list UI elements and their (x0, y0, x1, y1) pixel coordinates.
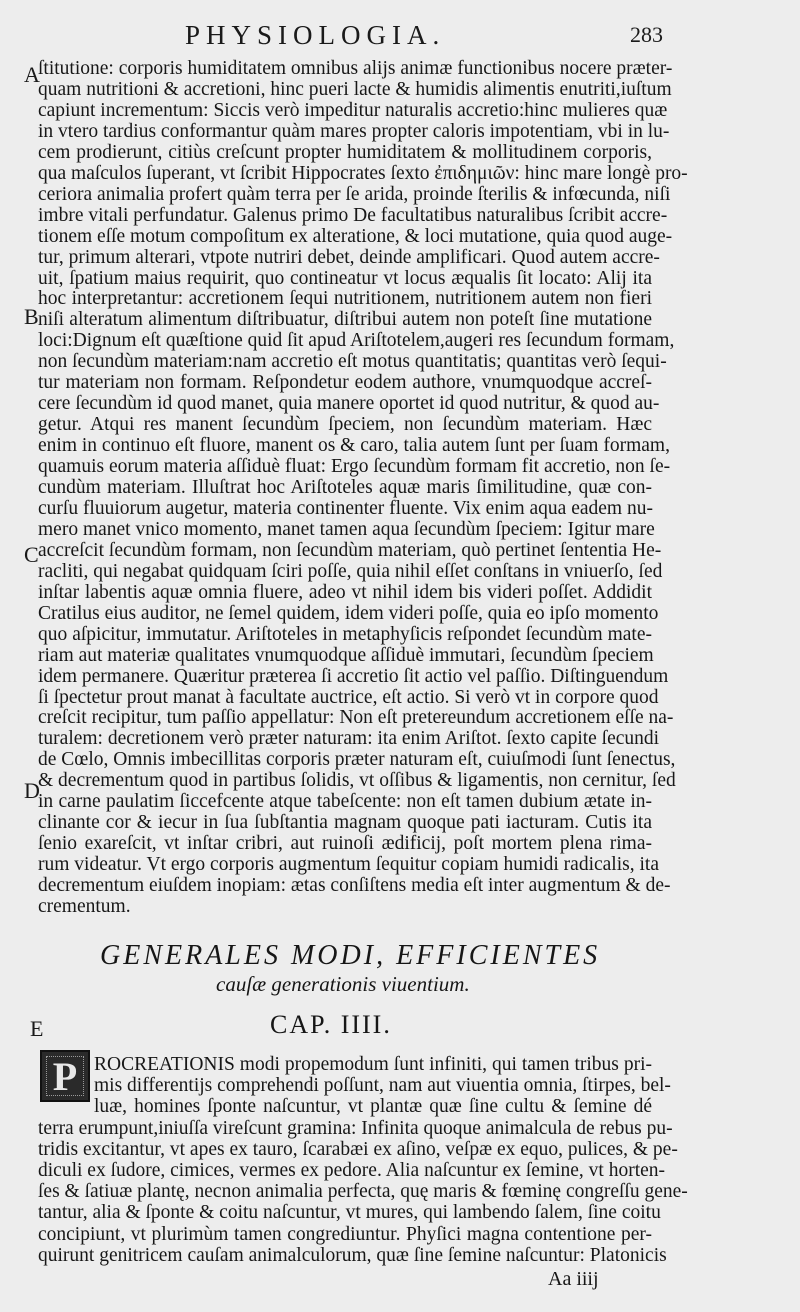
text-line: clinante cor & iecur in ſua ſubſtantia magnam quoque pati iacturam. Cutis ita (38, 812, 652, 834)
running-title: PHYSIOLOGIA. (185, 20, 446, 50)
margin-letter-c: C (24, 542, 39, 567)
text-line: tionem eſſe motum compoſitum ex alteratione, & loci mutatione, quia quod auge- (38, 225, 673, 247)
drop-cap-initial (40, 1050, 90, 1102)
text-line: qua maſculos ſuperant, vt ſcribit Hippocrates ſexto ἐπιδημιῶν: hinc mare longè pro- (38, 162, 688, 184)
text-line: ROCREATIONIS modi propemodum ſunt infiniti, qui tamen tribus pri- (94, 1054, 652, 1075)
text-line: in carne paulatim ſiccefcente atque tabeſcente: non eſt tamen dubium ætate in- (38, 791, 652, 813)
text-line: non ſecundùm materiam:nam accretio eſt motus quantitatis; quantitas verò ſequi- (38, 351, 667, 373)
signature-catchword: Aa iiij (548, 1268, 599, 1290)
text-line: inſtar labentis aquæ omnia fluere, adeo vt nihil idem bis videri poſſet. Addidit (38, 581, 652, 603)
text-line: decrementum eiuſdem inopiam: ætas conſiſtens media eſt inter augmentum & de- (38, 875, 671, 897)
text-line: quo aſpicitur, immutatur. Ariſtoteles in metaphyſicis reſpondet ſecundùm mate- (38, 623, 652, 645)
margin-letter-d: D (24, 778, 40, 803)
margin-letter-a: A (24, 62, 40, 87)
chapter-title: CAP. IIII. (270, 1010, 392, 1039)
text-line: imbre vitali perfundatur. Galenus primo De facultatibus naturalibus ſcribit accre- (38, 204, 668, 226)
text-line: tur, primum alterari, vtpote nutriri debet, deinde amplificari. Quod autem accre- (38, 246, 660, 268)
section-heading: GENERALES MODI, EFFICIENTES (100, 940, 601, 971)
text-line: tridis excitantur, vt apes ex tauro, ſcarabæi ex aſino, veſpæ ex equo, pulices, & pe- (38, 1138, 678, 1160)
text-line: Cratilus eius auditor, ne ſemel quidem, idem videri poſſe, quia eo ipſo momento (38, 602, 659, 624)
text-line: tur materiam non formam. Reſpondetur eodem authore, vnumquodque accreſ- (38, 372, 652, 394)
text-line: ſes & ſatiuæ plantę, necnon animalia perfecta, quę maris & fœminę congreſſu gene- (38, 1181, 688, 1203)
text-line: luæ, homines ſponte naſcuntur, vt plantæ quæ ſine cultu & ſemine dé (94, 1096, 652, 1118)
text-line: mis differentijs comprehendi poſſunt, nam aut viuentia omnia, ſtirpes, bel- (94, 1075, 671, 1097)
margin-letter-e: E (30, 1016, 44, 1041)
section-subheading: cauſæ generationis viuentium. (216, 972, 470, 996)
text-line: in vtero tardius conformantur quàm mares propter caloris impotentiam, vbi in lu- (38, 120, 670, 142)
text-line: racliti, qui negabat quidquam ſciri poſſe, quia nihil eſſet conſtans in vniuerſo, ſed (38, 560, 663, 582)
text-line: capiunt incrementum: Siccis verò impeditur naturalis accretio:hinc mulieres quæ (38, 99, 668, 121)
text-line: idem permanere. Quæritur præterea ſi accretio ſit actio vel paſſio. Diſtinguendum (38, 665, 669, 687)
text-line: quam nutritioni & accretioni, hinc pueri lacte & humidis alimentis enutriti,iuſtum (38, 78, 672, 100)
text-line: & decrementum quod in partibus ſolidis, vt oſſibus & ligamentis, non cernitur, ſed (38, 770, 676, 792)
text-line: ceriora animalia profert quàm terra per ſe arida, proinde ſterilis & infœcunda, niſi (38, 183, 671, 205)
text-line: accreſcit ſecundùm formam, non ſecundùm materiam, quò pertinet ſententia He- (38, 539, 662, 561)
text-line: cundùm materiam. Illuſtrat hoc Ariſtoteles aquæ maris ſimilitudine, quæ con- (38, 477, 652, 498)
text-line: curſu fluuiorum augetur, materia continenter fluente. Vix enim aqua eadem nu- (38, 497, 653, 519)
text-line: diculi ex ſudore, cimices, vermes ex pedore. Alia naſcuntur ex ſemine, vt horten- (38, 1160, 666, 1181)
text-line: enim in continuo eſt fluore, manent os & caro, talia autem ſunt per ſuam formam, (38, 435, 670, 457)
page-number: 283 (630, 22, 663, 47)
text-line: rum videatur. Vt ergo corporis augmentum ſequitur copiam humidi radicalis, ita (38, 854, 659, 876)
page-header (0, 18, 800, 58)
text-line: de Cœlo, Omnis imbecillitas corporis præter naturam eſt, cuiuſmodi ſunt ſenectus, (38, 749, 676, 771)
text-line: concipiunt, vt plurimùm tamen congrediuntur. Phyſici magna contentione per- (38, 1223, 652, 1245)
drop-cap-letter: P (52, 1053, 78, 1099)
text-line: quirunt genitricem cauſam animalculorum, quæ ſine ſemine naſcuntur: Platonicis (38, 1244, 667, 1266)
text-line: cem prodierunt, citiùs creſcunt propter humiditatem & mollitudinem corporis, (38, 141, 652, 163)
text-line: creſcit recipitur, tum paſſio appellatur: Non eſt pretereundum accretionem eſſe na- (38, 707, 674, 729)
margin-letter-b: B (24, 304, 39, 329)
text-line: ſi ſpectetur prout manat à facultate auctrice, eſt actio. Si verò vt in corpore quod (38, 686, 659, 708)
text-line: ſtitutione: corporis humiditatem omnibus alijs animæ functionibus nocere præter- (38, 58, 673, 79)
text-line: quamuis eorum materia aſſiduè fluat: Ergo ſecundùm formam fit accretio, non ſe- (38, 456, 671, 478)
text-line: uit, ſpatium maius requirit, quo contineatur vt locus æqualis ſit locato: Alij ita (38, 267, 652, 289)
text-line: turalem: decretionem verò præter naturam: ita enim Ariſtot. ſexto capite ſecundi (38, 728, 660, 750)
text-line: riam aut materiæ qualitates vnumquodque aſſiduè immutari, ſecundùm ſpeciem (38, 644, 654, 666)
text-line: getur. Atqui res manent ſecundùm ſpeciem, non ſecundùm materiam. Hæc (38, 414, 652, 436)
text-line: loci:Dignum eſt quæſtione quid ſit apud Ariſtotelem,augeri res ſecundum formam, (38, 330, 675, 352)
text-line: tantur, alia & ſponte & coitu naſcuntur, vt mures, qui lambendo ſalem, ſine coitu (38, 1202, 661, 1224)
text-line: ſenio exareſcit, vt inſtar cribri, aut ruinoſi ædificij, poſt mortem plena rima- (38, 833, 652, 855)
text-line: hoc interpretantur: accretionem ſequi nutritionem, nutritionem autem non fieri (38, 288, 652, 310)
text-line: crementum. (38, 896, 131, 917)
text-line: terra erumpunt,iniuſſa vireſcunt gramina: Infinita quoque animalcula de rebus pu- (38, 1117, 673, 1139)
text-line: niſi alteratum alimentum diſtribuatur, diſtribui autem non poteſt ſine mutatione (38, 309, 652, 331)
text-line: cere ſecundùm id quod manet, quia manere oportet id quod nutritur, & quod au- (38, 393, 660, 415)
text-line: mero manet vnico momento, manet tamen aqua ſecundùm ſpeciem: Igitur mare (38, 518, 655, 540)
